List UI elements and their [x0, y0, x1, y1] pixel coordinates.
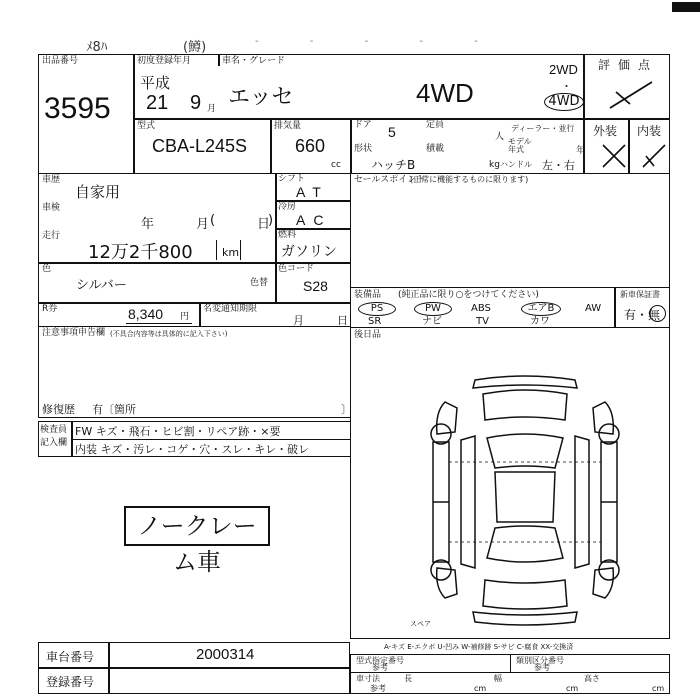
sales-point-label: セールスポイント	[354, 175, 426, 185]
history-value: 自家用	[75, 183, 121, 201]
mileage-unit: km	[222, 246, 240, 259]
load-label: 積載	[426, 144, 445, 154]
equip-aw: AW	[585, 303, 602, 314]
recycle-label: R券	[42, 304, 58, 314]
warranty-value: 有・無	[624, 308, 661, 322]
first-reg-era: 平成	[140, 74, 171, 92]
notes-label: 注意事項申告欄	[42, 328, 106, 338]
name-notice-label: 名変通知期限	[203, 304, 258, 314]
equip-navi: ナビ	[422, 316, 442, 327]
displacement-unit: cc	[331, 160, 341, 170]
color-label: 色	[42, 264, 52, 274]
equip-tv: TV	[476, 316, 489, 327]
chassis-value: 2000314	[196, 646, 255, 663]
inspection-year: 年	[141, 217, 155, 232]
aircon-value: AC	[296, 212, 332, 228]
warranty-label: 新車保証書	[620, 290, 660, 299]
class-number-label: 類別区分番号	[516, 656, 564, 665]
no-claim-stamp: ノークレーム車	[124, 506, 270, 546]
inspection-close: )	[268, 213, 274, 228]
repair-label: 修復歴	[42, 403, 75, 416]
fuel-value: ガソリン	[281, 244, 337, 260]
color-value: シルバー	[76, 278, 127, 293]
handle-value: 左・右	[542, 159, 575, 172]
dims-length-cm: cm	[474, 684, 487, 693]
mileage-value: 12万2千800	[88, 242, 193, 263]
inspection-label: 車検	[42, 203, 61, 213]
shift-value: AT	[296, 184, 329, 200]
inspection-open: (	[210, 213, 216, 228]
handle-label: ハンドル	[500, 160, 532, 169]
color-code-value: S28	[303, 278, 328, 294]
car-name-label: 車名・グレード	[222, 56, 286, 66]
first-reg-year: 21	[146, 92, 169, 114]
dims-length: 長	[404, 674, 412, 683]
exterior-label: 外装	[593, 124, 618, 138]
dims-width: 幅	[494, 674, 502, 683]
rear-label: 後日品	[354, 330, 382, 340]
first-reg-month: 9	[190, 92, 202, 114]
shift-label: シフト	[278, 174, 306, 184]
interior-cross-icon	[640, 142, 668, 170]
color-code-label: 色コード	[278, 264, 315, 274]
equip-airbag: エアB	[521, 302, 561, 316]
capacity-label: 定員	[426, 120, 445, 130]
inspection-month: 月	[196, 217, 210, 232]
registration-label: 登録番号	[46, 675, 95, 689]
mileage-label: 走行	[42, 231, 61, 241]
dims-height-cm: cm	[652, 684, 665, 693]
name-notice-day: 日	[337, 314, 348, 327]
dims-label: 車寸法	[356, 674, 380, 683]
recycle-value: 8,340	[128, 306, 164, 322]
sales-point-note: (正常に機能するものに限ります)	[410, 175, 529, 184]
lot-label: 出品番号	[42, 56, 79, 66]
model-year-unit: 年	[576, 146, 586, 156]
type-number-label: 型式指定番号	[356, 656, 404, 665]
lot-number: 3595	[44, 92, 111, 125]
color-change-label: 色替	[250, 278, 269, 288]
inspection-day: 日	[257, 217, 271, 232]
class-number-ref: 参考	[534, 663, 550, 672]
inspector-label: 検査員記入欄	[40, 425, 68, 448]
top-dash-marks: - - - - -	[255, 36, 502, 47]
inspector-row-1: FW キズ・飛石・ヒビ割・リペア跡・×要	[75, 425, 281, 438]
repair-value: 有〔箇所	[92, 403, 136, 416]
drive-2wd: 2WD	[549, 62, 578, 77]
model-year-label: モデル年式	[508, 137, 532, 154]
sales-point-block	[350, 173, 670, 288]
repair-close: 〕	[341, 403, 352, 416]
equip-ps: PS	[358, 302, 396, 316]
model-value: CBA-L245S	[152, 136, 248, 156]
drive-dot: ・	[561, 81, 572, 93]
type-number-ref: 参考	[372, 663, 388, 672]
equipment-label: 装備品	[354, 290, 382, 300]
equip-leather: カワ	[530, 316, 550, 327]
recycle-unit: 円	[180, 312, 190, 322]
chassis-label: 車台番号	[46, 650, 95, 664]
notes-sub: (不具合内容等は具体的に記入下さい)	[110, 330, 228, 338]
grade-cross-icon	[608, 80, 654, 112]
equipment-note: (純正品に限り○をつけてください)	[398, 290, 539, 300]
aircon-label: 冷房	[278, 202, 297, 212]
car-name: エッセ	[228, 85, 294, 110]
drive-4wd-circled: 4WD	[544, 93, 584, 111]
top-scribble-2: (鱒)	[183, 40, 207, 55]
dealer-parallel: ディーラー・並行	[511, 124, 575, 133]
shape-value: ハッチB	[371, 158, 416, 172]
equip-sr: SR	[368, 316, 382, 327]
notes-block	[38, 326, 351, 418]
car-drive: 4WD	[416, 78, 474, 108]
shape-label: 形状	[354, 144, 373, 154]
dims-ref: 参考	[370, 684, 386, 693]
inspector-row-2: 内装 キズ・汚レ・コゲ・穴・スレ・キレ・破レ	[75, 443, 310, 456]
fuel-label: 燃料	[278, 230, 297, 240]
first-reg-month-unit: 月	[207, 104, 217, 114]
first-reg-label: 初度登録年月	[137, 56, 192, 66]
load-unit: kg	[489, 160, 500, 170]
spare-label: スペア	[410, 620, 431, 628]
dims-height: 高さ	[584, 674, 600, 683]
corner-mark	[672, 2, 700, 12]
car-body-diagram	[405, 372, 645, 632]
damage-legend: A-キズ E-エクボ U-凹み W-補修跡 S-サビ C-腐食 XX-交換済	[384, 643, 574, 651]
name-notice-month: 月	[293, 314, 304, 327]
displacement-value: 660	[295, 136, 326, 156]
warranty-circle	[649, 305, 666, 322]
exterior-cross-icon	[600, 142, 628, 170]
model-label: 型式	[137, 121, 156, 131]
equip-pw: PW	[414, 302, 452, 316]
interior-label: 内装	[637, 124, 662, 138]
capacity-unit: 人	[495, 132, 505, 142]
doors-value: 5	[388, 124, 396, 140]
equip-abs: ABS	[471, 303, 491, 314]
history-label: 車歴	[42, 175, 61, 185]
grade-label: 評価点	[598, 58, 659, 72]
displacement-label: 排気量	[274, 121, 302, 131]
dims-width-cm: cm	[566, 684, 579, 693]
doors-label: ドア	[354, 120, 372, 130]
top-scribble: ﾒ8ﾊ	[86, 40, 108, 55]
